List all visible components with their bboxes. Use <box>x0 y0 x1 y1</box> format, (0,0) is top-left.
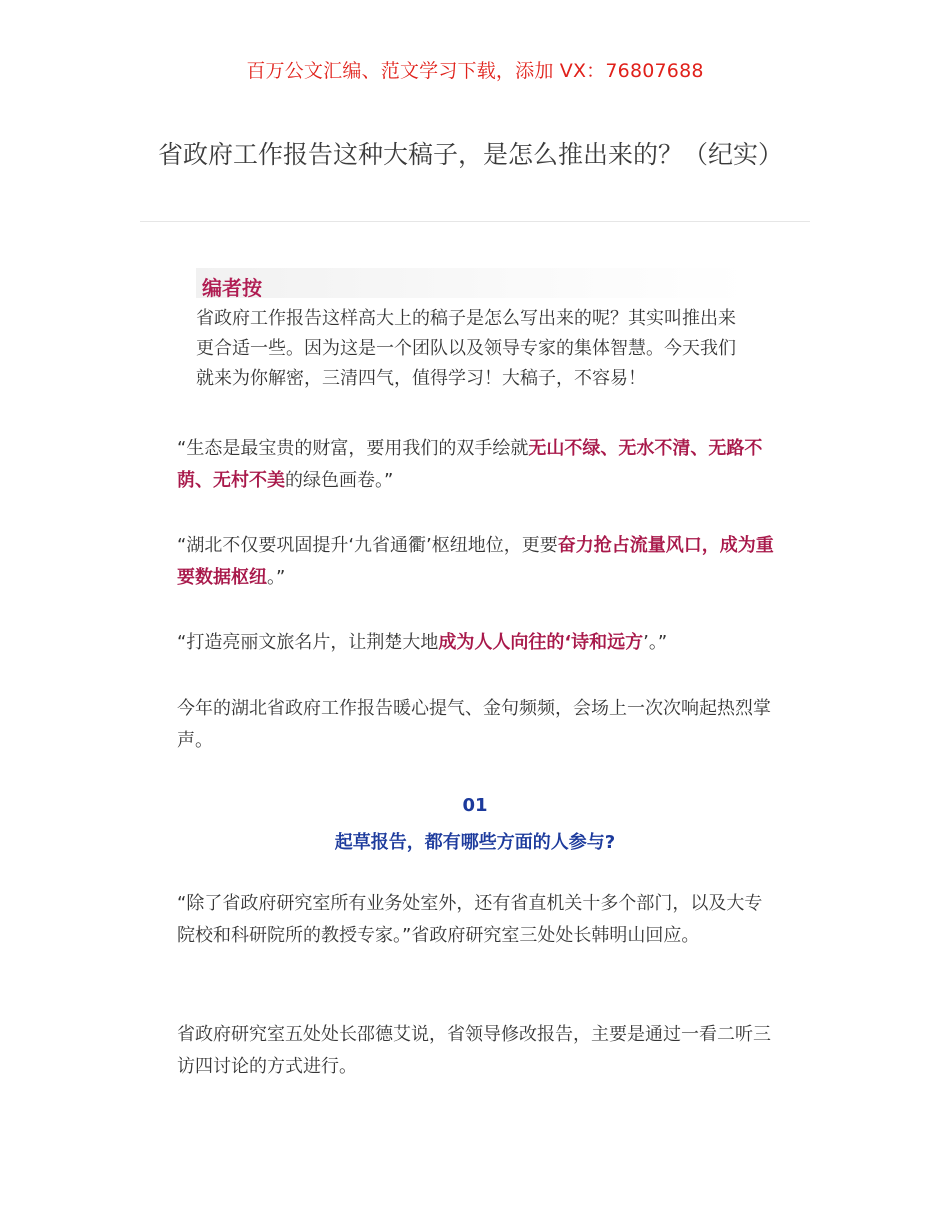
body-paragraph-report: 今年的湖北省政府工作报告暖心提气、金句频频，会场上一次次响起热烈掌声。 <box>177 698 771 751</box>
quote-text-end: 的绿色画卷。” <box>285 470 394 491</box>
section-title: 起草报告，都有哪些方面的人参与? <box>334 832 616 853</box>
quote-highlight: 无山不绿、无水不清、无路不荫、无村不美 <box>177 438 763 491</box>
section-number: 01 <box>462 795 488 816</box>
quote-text-end: ’。” <box>643 632 668 653</box>
quote-paragraph-hub <box>177 530 777 594</box>
quote-highlight: 奋力抢占流量风口，成为重要数据枢纽 <box>177 535 774 588</box>
quote-text: “打造亮丽文旅名片，让荆楚大地 <box>177 632 439 653</box>
body-paragraph-revision: 省政府研究室五处处长邵德艾说，省领导修改报告，主要是通过一看二听三访四讨论的方式进行。 <box>177 1024 771 1077</box>
quote-text-end: 。” <box>267 567 286 588</box>
quote-paragraph-ecology <box>177 433 777 497</box>
quote-text: “生态是最宝贵的财富，要用我们的双手绘就 <box>177 438 529 459</box>
promo-banner: 百万公文汇编、范文学习下载，添加 VX：76807688 <box>246 60 704 82</box>
title-divider <box>140 221 810 222</box>
quote-paragraph-tourism <box>177 627 777 659</box>
editor-note-body: 省政府工作报告这样高大上的稿子是怎么写出来的呢？其实叫推出来更合适一些。因为这是一个团队以及领导专家的集体智慧。今天我们就来为你解密，三清四气，值得学习！大稿子，不容易！ <box>196 308 736 389</box>
editor-note-heading: 编者按 <box>196 268 748 298</box>
quote-highlight: 成为人人向往的‘诗和远方 <box>438 632 644 653</box>
article-title: 省政府工作报告这种大稿子，是怎么推出来的？（纪实） <box>158 140 784 169</box>
editor-note <box>196 268 748 394</box>
quote-text: “湖北不仅要巩固提升‘九省通衢’枢纽地位，更要 <box>177 535 558 556</box>
body-paragraph-drafters: “除了省政府研究室所有业务处室外，还有省直机关十多个部门，以及大专院校和科研院所的教授专家。”省政府研究室三处处长韩明山回应。 <box>177 893 763 946</box>
